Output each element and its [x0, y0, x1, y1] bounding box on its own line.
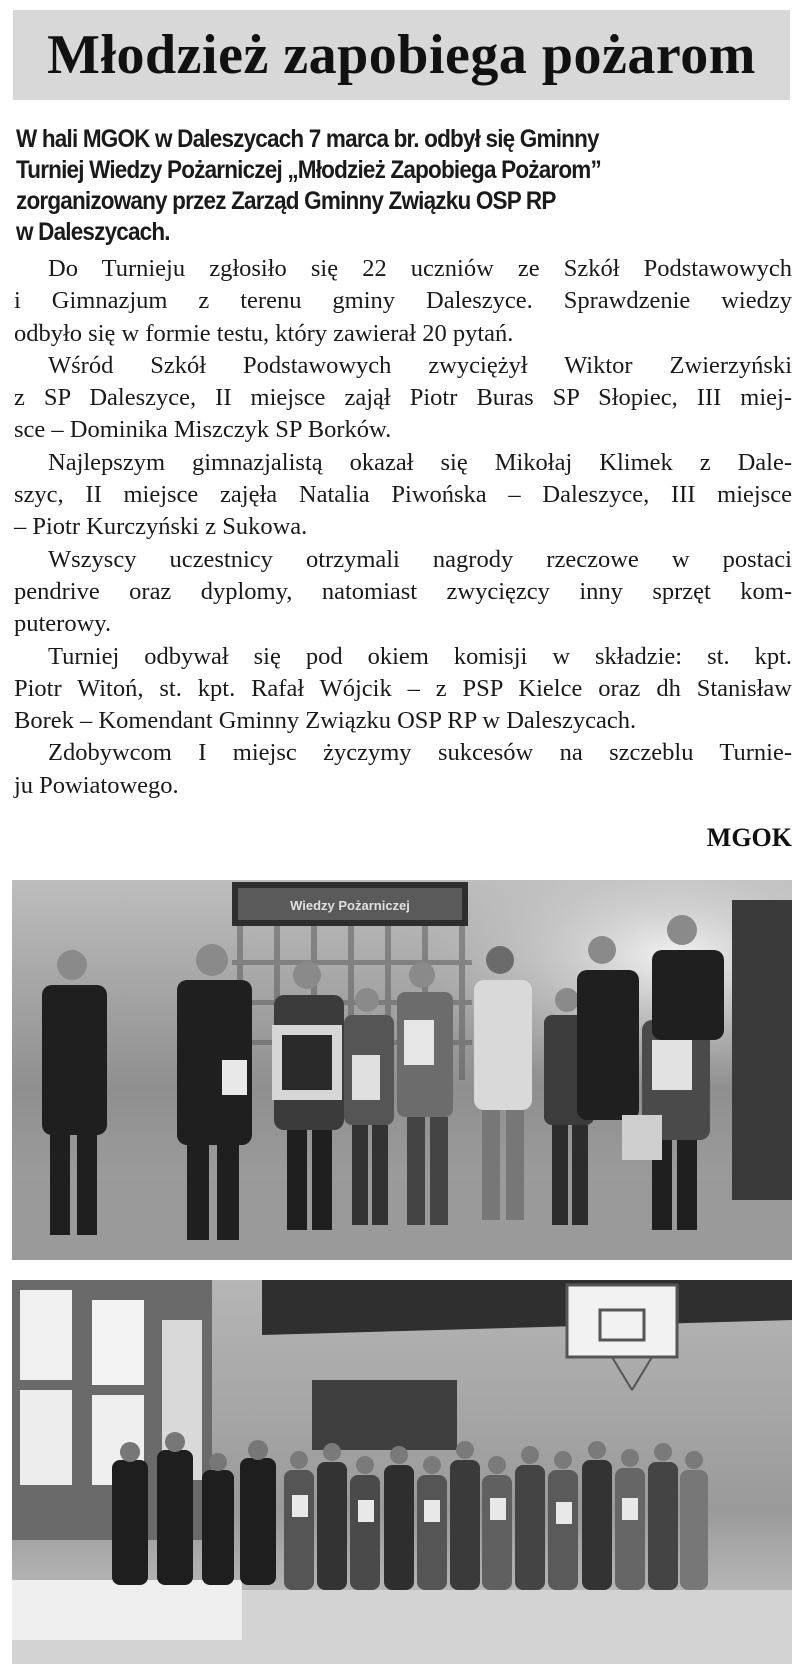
photo-award-ceremony	[12, 880, 792, 1260]
body-line: z SP Daleszyce, II miejsce zajął Piotr Buras SP Słopiec, III miej-	[14, 384, 792, 412]
body-line: Piotr Witoń, st. kpt. Rafał Wójcik – z PSP Kielce oraz dh Stanisław	[14, 674, 792, 702]
body-line: Borek – Komendant Gminny Związku OSP RP w Daleszycach.	[14, 707, 637, 735]
body-line: Do Turnieju zgłosiło się 22 uczniów ze Szkół Podstawowych	[48, 255, 792, 282]
body-line: Turniej odbywał się pod okiem komisji w składzie: st. kpt.	[48, 642, 792, 670]
lead-line: zorganizowany przez Zarząd Gminny Związku OSP RP	[16, 187, 556, 215]
article-lead	[16, 124, 790, 248]
title-bar	[13, 10, 790, 100]
body-line: Wśród Szkół Podstawowych zwyciężył Wiktor Zwierzyński	[48, 351, 792, 379]
photo-group-hall-image	[12, 1280, 792, 1664]
lead-line: W hali MGOK w Daleszycach 7 marca br. odbył się Gminny	[16, 125, 599, 153]
article-title: Młodzież zapobiega pożarom	[47, 24, 756, 86]
body-line: Wszyscy uczestnicy otrzymali nagrody rzeczowe w postaci	[48, 545, 792, 573]
photo-award-ceremony-image	[12, 880, 792, 1260]
photo-group-hall	[12, 1280, 792, 1664]
photo-banner-text: Wiedzy Pożarniczej	[290, 898, 410, 913]
body-line: szyc, II miejsce zajęła Natalia Piwońska – Daleszyce, III miejsce	[14, 481, 792, 509]
body-line: i Gimnazjum z terenu gminy Daleszyce. Sprawdzenie wiedzy	[14, 287, 792, 315]
body-line: Najlepszym gimnazjalistą okazał się Mikołaj Klimek z Dale-	[48, 448, 792, 476]
article-signature: MGOK	[706, 823, 792, 852]
body-line: odbyło się w formie testu, który zawierał 20 pytań.	[14, 319, 514, 347]
body-line: pendrive oraz dyplomy, natomiast zwycięzcy inny sprzęt kom-	[14, 577, 792, 605]
body-line: ju Powiatowego.	[14, 771, 179, 799]
lead-line: Turniej Wiedzy Pożarniczej „Młodzież Zapobiega Pożarom”	[16, 156, 601, 184]
body-line: Zdobywcom I miejsc życzymy sukcesów na szczeblu Turnie-	[48, 739, 792, 767]
lead-line: w Daleszycach.	[16, 218, 170, 246]
body-line: sce – Dominika Miszczyk SP Borków.	[14, 416, 392, 444]
body-line: puterowy.	[14, 610, 112, 638]
article-body	[14, 253, 792, 802]
body-line: – Piotr Kurczyński z Sukowa.	[14, 513, 308, 541]
